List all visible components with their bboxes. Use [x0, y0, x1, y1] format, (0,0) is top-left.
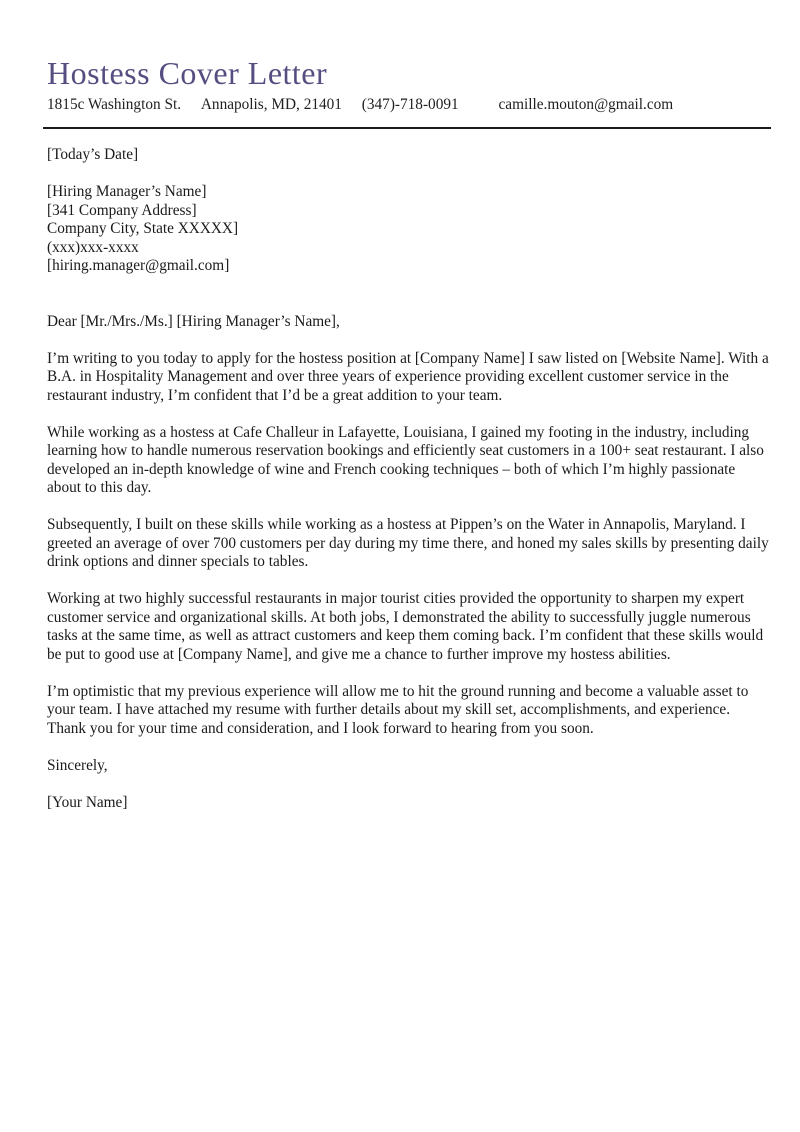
contact-info-line	[47, 95, 771, 114]
recipient-phone: (xxx)xxx-xxxx	[47, 238, 139, 256]
date-placeholder: [Today’s Date]	[47, 146, 139, 163]
recipient-email: [hiring.manager@gmail.com]	[47, 257, 230, 274]
recipient-city-state: Company City, State XXXXX]	[47, 220, 239, 237]
contact-city-state-zip: Annapolis, MD, 21401	[200, 96, 342, 113]
paragraph-skills: Working at two highly successful restaurants in major tourist cities provided the opportunity to sharpen my expert customer service and organizational skills. At both jobs, I demonstrated the ability to successfully juggle numerous tasks at the same time, as well as attract customers and keep them coming back. I’m confident that these skills would be put to good use at [Company Name], and give me a chance to further improve my hostess abilities.	[47, 590, 764, 663]
contact-email: camille.mouton@gmail.com	[498, 96, 674, 113]
signature-placeholder: [Your Name]	[47, 793, 128, 811]
contact-address: 1815c Washington St.	[47, 96, 182, 113]
header-divider	[43, 127, 771, 129]
paragraph-intro: I’m writing to you today to apply for the hostess position at [Company Name] I saw listed on [Website Name]. With a B.A. in Hospitality Management and over three years of experience providing excellent customer service in the restaurant industry, I’m confident that I’d be a great addition to your team.	[47, 349, 769, 404]
letter-header	[47, 55, 771, 129]
paragraph-conclusion: I’m optimistic that my previous experience will allow me to hit the ground running and become a valuable asset to your team. I have attached my resume with further details about my skill set, accomplishments, and experience. Thank you for your time and consideration, and I look forward to hearing from you soon.	[47, 682, 749, 737]
letter-body	[47, 146, 771, 812]
paragraph-experience-1: While working as a hostess at Cafe Challeur in Lafayette, Louisiana, I gained my footing in the industry, including learning how to handle numerous reservation bookings and efficiently seat customers in a 100+ seat restaurant. I also developed an in-depth knowledge of wine and French cooking techniques – both of which I’m highly passionate about to this day.	[47, 423, 764, 496]
closing: Sincerely,	[47, 756, 108, 774]
paragraph-experience-2: Subsequently, I built on these skills while working as a hostess at Pippen’s on the Water in Annapolis, Maryland. I greeted an average of over 700 customers per day during my time there, and honed my sales skills by presenting daily drink options and dinner specials to tables.	[47, 516, 769, 570]
page-title: Hostess Cover Letter	[47, 55, 328, 91]
recipient-address: [341 Company Address]	[47, 201, 197, 219]
contact-phone: (347)-718-0091	[361, 96, 459, 113]
recipient-name: [Hiring Manager’s Name]	[47, 183, 207, 200]
salutation: Dear [Mr./Mrs./Ms.] [Hiring Manager’s Name],	[47, 312, 340, 330]
recipient-block	[47, 183, 771, 276]
